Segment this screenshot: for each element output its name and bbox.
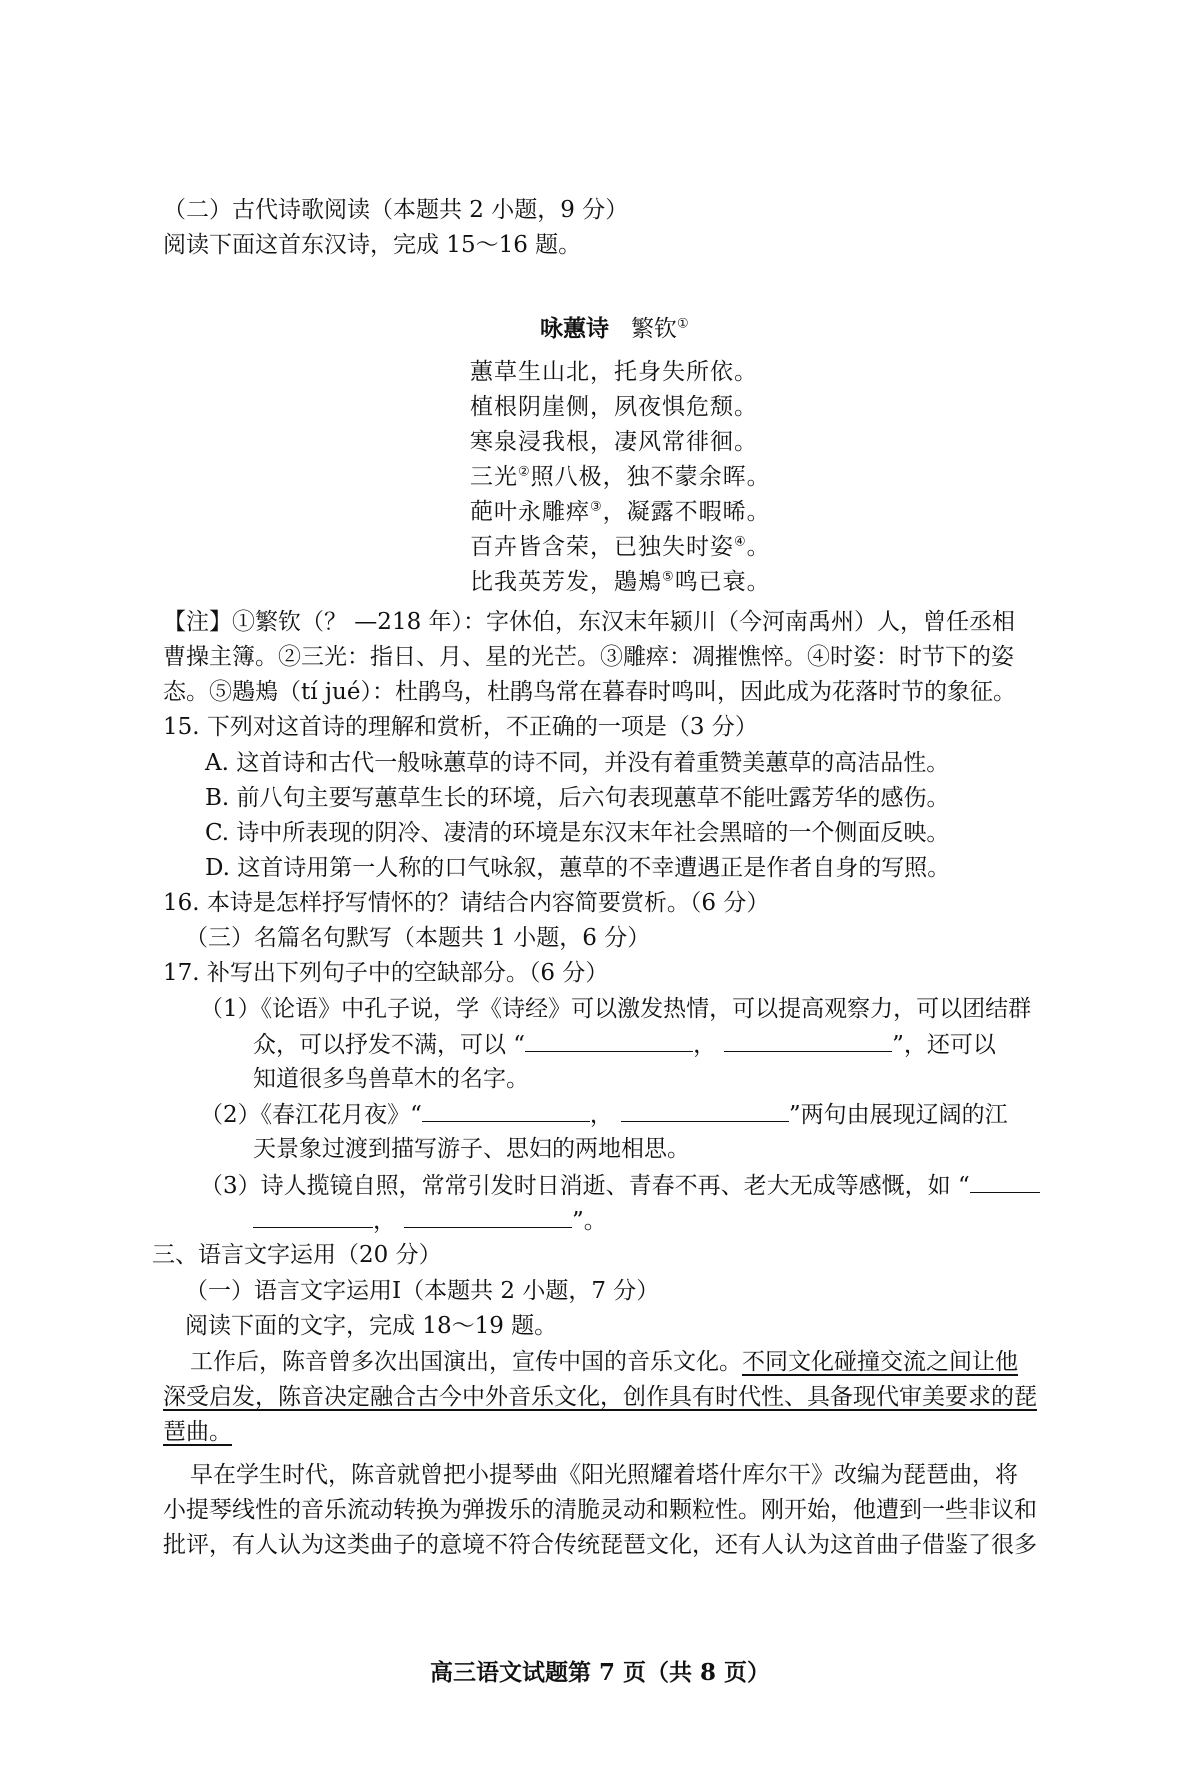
part-3-heading: 三、语言文字运用（20 分） [152,1242,442,1268]
poem-line: 比我英芳发，鶗鴂⑤鸣已衰。 [470,569,771,595]
answer-blank[interactable] [970,1170,1040,1193]
passage-line [163,1382,1037,1412]
poem-line: 葩叶永雕瘁③，凝露不暇晞。 [470,499,771,525]
passage-line [163,1417,232,1447]
note-mark: ④ [734,534,747,550]
answer-blank[interactable] [621,1099,789,1122]
question-17-part-1: （1）《论语》中孔子说，学《诗经》可以激发热情，可以提高观察力，可以团结群 [200,996,1032,1022]
question-17-stem: 17. 补写出下列句子中的空缺部分。（6 分） [163,960,609,986]
question-17-part-2: （2）《春江花月夜》“ ， ”两句由展现辽阔的江 [200,1099,1008,1130]
question-15-stem: 15. 下列对这首诗的理解和赏析，不正确的一项是（3 分） [163,714,758,740]
notes-line: 曹操主簿。②三光：指日、月、星的光芒。③雕瘁：凋摧憔悴。④时姿：时节下的姿 [163,644,1014,670]
poem-line: 植根阴崖侧，夙夜惧危颓。 [470,394,758,420]
question-15-option-b: B. 前八句主要写蕙草生长的环境，后六句表现蕙草不能吐露芳华的感伤。 [205,785,950,811]
page-footer: 高三语文试题第 7 页（共 8 页） [429,1659,771,1686]
note-mark: ③ [590,499,603,515]
poem-author: 繁钦 [631,316,677,342]
poem-line: 寒泉浸我根，凄风常徘徊。 [470,429,758,455]
passage-line: 小提琴线性的音乐流动转换为弹拨乐的清脆灵动和颗粒性。刚开始，他遭到一些非议和 [163,1497,1037,1523]
answer-blank[interactable] [525,1029,693,1052]
poem-title: 咏蕙诗 [540,315,609,342]
section-heading-ancient-poetry [163,195,628,225]
poem-title-block [540,314,689,344]
passage-line: 早在学生时代，陈音就曾把小提琴曲《阳光照耀着塔什库尔干》改编为琵琶曲，将 [190,1462,1018,1488]
passage-line: 工作后，陈音曾多次出国演出，宣传中国的音乐文化。不同文化碰撞交流之间让他 [190,1349,1018,1375]
poem-line: 蕙草生山北，托身失所依。 [470,359,758,385]
note-mark: ② [518,464,531,480]
question-15-option-d: D. 这首诗用第一人称的口气咏叙，蕙草的不幸遭遇正是作者自身的写照。 [205,855,951,881]
part-3-sub-heading: （一）语言文字运用Ⅰ（本题共 2 小题，7 分） [185,1278,660,1304]
poem-line: 百卉皆含荣，已独失时姿④。 [470,534,771,560]
answer-blank[interactable] [253,1205,373,1228]
section-heading-recitation: （三）名篇名句默写（本题共 1 小题，6 分） [185,925,651,951]
section-instruction [163,230,581,260]
question-17-part-1-blanks: 众，可以抒发不满，可以 “ ， ”，还可以 [253,1029,996,1060]
underlined-sentence: 深受启发，陈音决定融合古今中外音乐文化，创作具有时代性、具备现代审美要求的琵 [163,1384,1037,1410]
passage-line: 批评，有人认为这类曲子的意境不符合传统琵琶文化，还有人认为这首曲子借鉴了很多 [163,1532,1037,1558]
note-mark: ⑤ [662,569,675,585]
underlined-sentence: 琶曲。 [163,1419,232,1445]
section-heading-text: （二）古代诗歌阅读（本题共 2 小题，9 分） [163,197,629,223]
question-16-stem: 16. 本诗是怎样抒写情怀的？请结合内容简要赏析。（6 分） [163,890,770,916]
question-15-option-a: A. 这首诗和古代一般咏蕙草的诗不同，并没有着重赞美蕙草的高洁品性。 [205,750,950,776]
question-15-option-c: C. 诗中所表现的阴冷、凄清的环境是东汉末年社会黑暗的一个侧面反映。 [205,820,950,846]
answer-blank[interactable] [724,1029,892,1052]
question-17-part-1-cont: 知道很多鸟兽草木的名字。 [253,1066,529,1092]
underlined-sentence: 不同文化碰撞交流之间让他 [742,1349,1018,1375]
answer-blank[interactable] [404,1205,572,1228]
notes-line: 态。⑤鶗鴂（tí jué）：杜鹃鸟，杜鹃鸟常在暮春时鸣叫，因此成为花落时节的象征。 [163,679,1016,705]
poem-line: 三光②照八极，独不蒙余晖。 [470,464,771,490]
notes-line: 【注】①繁钦（？ —218 年）：字休伯，东汉末年颍川（今河南禹州）人，曾任丞相 [163,609,1016,635]
question-17-part-3: （3）诗人揽镜自照，常常引发时日消逝、青春不再、老大无成等感慨，如 “ [200,1170,1040,1201]
instruction-text: 阅读下面这首东汉诗，完成 15～16 题。 [163,232,582,258]
question-17-part-3-blanks: ， ”。 [253,1205,607,1236]
question-17-part-2-cont: 天景象过渡到描写游子、思妇的两地相思。 [253,1136,690,1162]
poem-author-note-mark: ① [677,316,689,332]
part-3-instruction: 阅读下面的文字，完成 18～19 题。 [185,1313,558,1339]
answer-blank[interactable] [422,1099,590,1122]
